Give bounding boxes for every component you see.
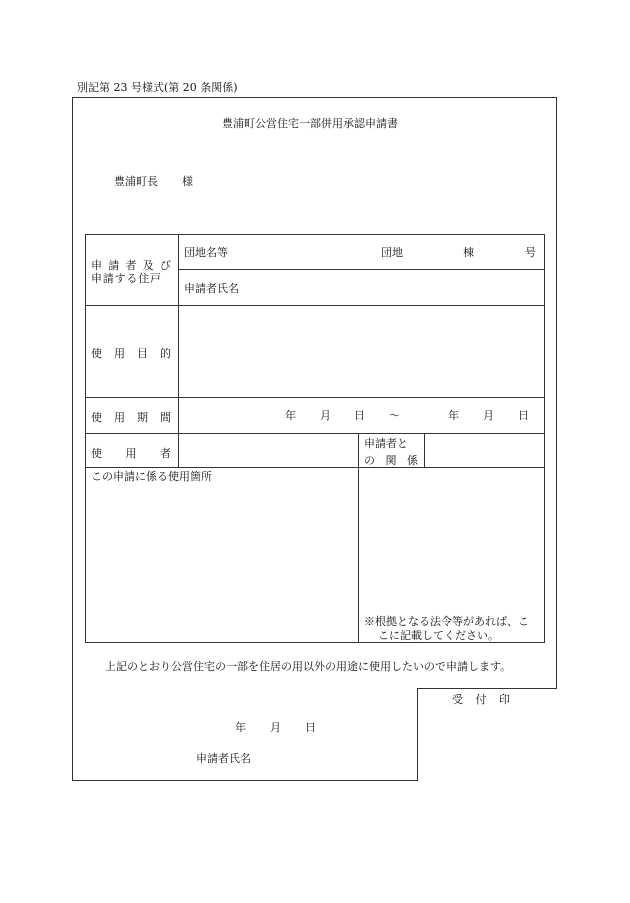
legal-basis-field[interactable] xyxy=(360,469,543,609)
relation-label-2: の 関 係 xyxy=(364,454,418,467)
purpose-field[interactable] xyxy=(180,307,543,396)
user-label: 使 用 者 xyxy=(91,447,171,460)
col-rule-relation xyxy=(424,433,425,468)
form-number: 別記第 23 号様式(第 20 条関係) xyxy=(77,81,238,94)
addressee: 豊浦町長 xyxy=(114,175,158,188)
applicant-section-label-1: 申 請 者 及 び xyxy=(91,259,171,272)
relation-label-1: 申請者と xyxy=(364,437,408,450)
table-right xyxy=(544,234,545,643)
number-suffix: 号 xyxy=(525,246,536,259)
frame-right-upper xyxy=(556,97,557,688)
date-year: 年 xyxy=(235,721,246,734)
period-month-1: 月 xyxy=(320,409,331,422)
applicant-section-label-2: 申請する住戸 xyxy=(91,272,162,285)
note-line-1: ※根拠となる法令等があれば、こ xyxy=(364,615,529,628)
declaration: 上記のとおり公営住宅の一部を住居の用以外の用途に使用したいので申請します。 xyxy=(105,660,512,673)
building-suffix: 棟 xyxy=(463,246,474,259)
frame-left xyxy=(72,97,73,780)
frame-right-lower xyxy=(417,688,418,780)
period-day-1: 日 xyxy=(354,409,365,422)
row-rule-user xyxy=(85,467,545,468)
note-line-2: こに記載してください。 xyxy=(378,629,499,642)
col-rule-label xyxy=(178,234,179,468)
row-rule-applicant xyxy=(85,305,545,306)
row-rule-estate xyxy=(178,269,545,270)
frame-top xyxy=(72,97,557,98)
purpose-label: 使 用 目 的 xyxy=(91,347,171,360)
usage-area-field[interactable] xyxy=(87,486,356,640)
frame-bottom xyxy=(72,780,418,781)
period-day-2: 日 xyxy=(518,409,529,422)
period-label: 使 用 期 間 xyxy=(91,411,171,424)
signature-field[interactable] xyxy=(262,745,412,771)
frame-step xyxy=(417,688,557,689)
applicant-name-label: 申請者氏名 xyxy=(184,282,239,295)
row-rule-period xyxy=(85,433,545,434)
relation-field[interactable] xyxy=(426,435,543,466)
signature-label: 申請者氏名 xyxy=(196,752,251,765)
applicant-name-field[interactable] xyxy=(250,274,538,300)
period-year-1: 年 xyxy=(285,409,296,422)
form-title: 豊浦町公営住宅一部併用承認申請書 xyxy=(222,117,398,130)
period-month-2: 月 xyxy=(483,409,494,422)
row-rule-purpose xyxy=(85,397,545,398)
period-tilde: 〜 xyxy=(389,409,400,422)
receipt-stamp-label: 受 付 印 xyxy=(452,693,510,706)
table-left xyxy=(85,234,86,643)
period-year-2: 年 xyxy=(448,409,459,422)
col-rule-middle xyxy=(358,433,359,643)
usage-area-label: この申請に係る使用箇所 xyxy=(91,470,212,483)
date-day: 日 xyxy=(305,721,316,734)
table-top xyxy=(85,234,545,235)
date-month: 月 xyxy=(270,721,281,734)
estate-label: 団地名等 xyxy=(184,246,228,259)
honorific: 様 xyxy=(182,175,193,188)
estate-suffix: 団地 xyxy=(381,246,403,259)
table-bottom xyxy=(85,642,545,643)
user-field[interactable] xyxy=(180,435,356,466)
